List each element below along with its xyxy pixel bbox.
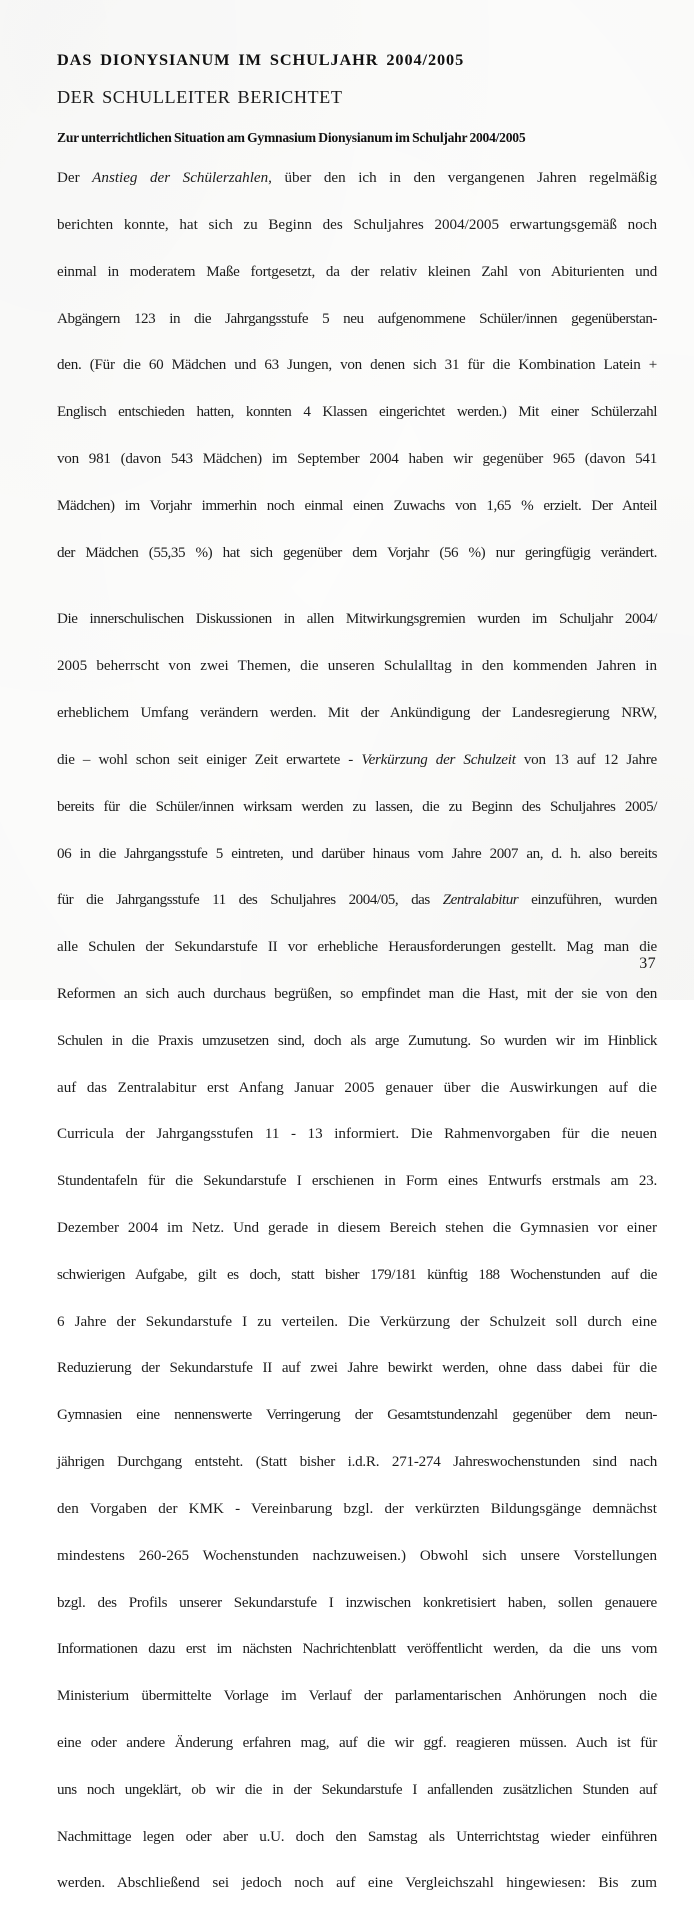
paragraph-2-line-11: auf das Zentralabitur erst Anfang Januar 2005 genauer über die Auswirkungen auf die	[57, 1079, 657, 1096]
paragraph-2-line-20: den Vorgaben der KMK - Vereinbarung bzgl. der verkürzten Bildungsgänge demnächst	[57, 1500, 657, 1517]
paragraph-2-line-18: Gymnasien eine nennenswerte Verringerung der Gesamtstundenzahl gegenüber dem neun-	[57, 1407, 657, 1424]
paragraph-2-line-22: bzgl. des Profils unserer Sekundarstufe I inzwischen konkretisiert haben, sollen genauere	[57, 1594, 657, 1611]
paragraph-2-line-12: Curricula der Jahrgangsstufen 11 - 13 informiert. Die Rahmenvorgaben für die neuen	[57, 1126, 657, 1143]
paragraph-2-line-8: alle Schulen der Sekundarstufe II vor erhebliche Herausforderungen gestellt. Mag man die	[57, 939, 657, 956]
paragraph-2-line-9: Reformen an sich auch durchaus begrüßen, so empfindet man die Hast, mit der sie von den	[57, 985, 657, 1002]
paragraph-2-line-27: Nachmittage legen oder aber u.U. doch den Samstag als Unterrichtstag wieder einführen	[57, 1828, 657, 1845]
emphasis-verkuerzung-der-schulzeit: Verkürzung der Schulzeit	[361, 751, 516, 768]
page-content	[57, 0, 658, 1892]
p1-l1-post: , über den ich in den vergangenen Jahren regelmäßig	[268, 170, 657, 187]
paragraph-1-line-8: Mädchen) im Vorjahr immerhin noch einmal einen Zuwachs von 1,65 % erzielt. Der Anteil	[57, 497, 657, 514]
paragraph-2-line-24: Ministerium übermittelte Vorlage im Verlauf der parlamentarischen Anhörungen noch die	[57, 1688, 657, 1705]
p2-l4-post: von 13 auf 12 Jahre	[515, 751, 658, 768]
emphasis-zentralabitur: Zentralabitur	[442, 892, 519, 909]
paragraph-1-line-6: Englisch entschieden hatten, konnten 4 Klassen eingerichtet werden.) Mit einer Schülerzahl	[57, 404, 657, 421]
p2-l7-post: einzuführen, wurden	[518, 892, 658, 909]
emphasis-anstieg-der-schuelerzahlen: Anstieg der Schülerzahlen	[92, 170, 269, 187]
paragraph-2-line-5: bereits für die Schüler/innen wirksam werden zu lassen, die zu Beginn des Schuljahres 2005/	[57, 798, 657, 815]
paragraph-2-line-7	[57, 889, 657, 936]
paragraph-1-line-5: den. (Für die 60 Mädchen und 63 Jungen, von denen sich 31 für die Kombination Latein +	[57, 357, 657, 374]
paragraph-2-line-2: 2005 beherrscht von zwei Themen, die unseren Schulalltag in den kommenden Jahren in	[57, 658, 657, 675]
paragraph-2-line-3: erheblichem Umfang verändern werden. Mit der Ankündigung der Landesregierung NRW,	[57, 705, 657, 722]
page-title: DAS DIONYSIANUM IM SCHULJAHR 2004/2005	[57, 50, 465, 69]
p2-l4-pre: die – wohl schon seit einiger Zeit erwartete -	[57, 751, 362, 768]
p2-l7-pre: für die Jahrgangsstufe 11 des Schuljahres 2004/05, das	[57, 892, 443, 909]
paragraph-2-line-4	[57, 749, 657, 796]
paragraph-2-line-14: Dezember 2004 im Netz. Und gerade in diesem Bereich stehen die Gymnasien vor einer	[57, 1220, 657, 1237]
paragraph-2-line-28: werden. Abschließend sei jedoch noch auf eine Vergleichszahl hingewiesen: Bis zum	[57, 1875, 657, 1892]
paragraph-2-line-21: mindestens 260-265 Wochenstunden nachzuweisen.) Obwohl sich unsere Vorstellungen	[57, 1547, 657, 1564]
page-subtitle: DER SCHULLEITER BERICHTET	[57, 87, 343, 108]
paragraph-1-line-4: Abgängern 123 in die Jahrgangsstufe 5 neu aufgenommene Schüler/innen gegenüberstan-	[57, 310, 657, 327]
page-number: 37	[639, 955, 656, 972]
paragraph-2-line-10: Schulen in die Praxis umzusetzen sind, doch als arge Zumutung. So wurden wir im Hinblick	[57, 1032, 657, 1049]
paragraph-1	[57, 146, 657, 588]
paragraph-2-line-1: Die innerschulischen Diskussionen in allen Mitwirkungsgremien wurden im Schuljahr 2004/	[57, 611, 657, 628]
paragraph-2-line-26: uns noch ungeklärt, ob wir die in der Sekundarstufe I anfallenden zusätzlichen Stunden auf	[57, 1781, 657, 1798]
paragraph-1-line-7: von 981 (davon 543 Mädchen) im September 2004 haben wir gegenüber 965 (davon 541	[57, 451, 657, 468]
paragraph-1-line-1	[57, 167, 657, 214]
paragraph-2-line-16: 6 Jahre der Sekundarstufe I zu verteilen. Die Verkürzung der Schulzeit soll durch eine	[57, 1313, 657, 1330]
paragraph-2-line-17: Reduzierung der Sekundarstufe II auf zwei Jahre bewirkt werden, ohne dass dabei für die	[57, 1360, 657, 1377]
paragraph-2-line-13: Stundentafeln für die Sekundarstufe I erschienen in Form eines Entwurfs erstmals am 23.	[57, 1173, 657, 1190]
paragraph-1-line-9: der Mädchen (55,35 %) hat sich gegenüber dem Vorjahr (56 %) nur geringfügig verändert.	[57, 544, 657, 561]
paragraph-2-line-25: eine oder andere Änderung erfahren mag, auf die wir ggf. reagieren müssen. Auch ist für	[57, 1734, 657, 1751]
paragraph-1-line-3: einmal in moderatem Maße fortgesetzt, da der relativ kleinen Zahl von Abiturienten und	[57, 263, 657, 280]
paragraph-2-line-19: jährigen Durchgang entsteht. (Statt bisher i.d.R. 271-274 Jahreswochenstunden sind nach	[57, 1454, 657, 1471]
paragraph-2-line-23: Informationen dazu erst im nächsten Nachrichtenblatt veröffentlicht werden, da die uns vom	[57, 1641, 657, 1658]
paragraph-2	[57, 588, 657, 1919]
paragraph-1-line-2: berichten konnte, hat sich zu Beginn des Schuljahres 2004/2005 erwartungsgemäß noch	[57, 216, 657, 233]
paragraph-2-line-15: schwierigen Aufgabe, gilt es doch, statt bisher 179/181 künftig 188 Wochenstunden auf die	[57, 1266, 657, 1283]
paragraph-2-line-6: 06 in die Jahrgangsstufe 5 eintreten, und darüber hinaus vom Jahre 2007 an, d. h. also bereits	[57, 845, 657, 862]
section-heading: Zur unterrichtlichen Situation am Gymnasium Dionysianum im Schuljahr 2004/2005	[57, 130, 526, 146]
p1-l1-pre: Der	[57, 170, 93, 187]
